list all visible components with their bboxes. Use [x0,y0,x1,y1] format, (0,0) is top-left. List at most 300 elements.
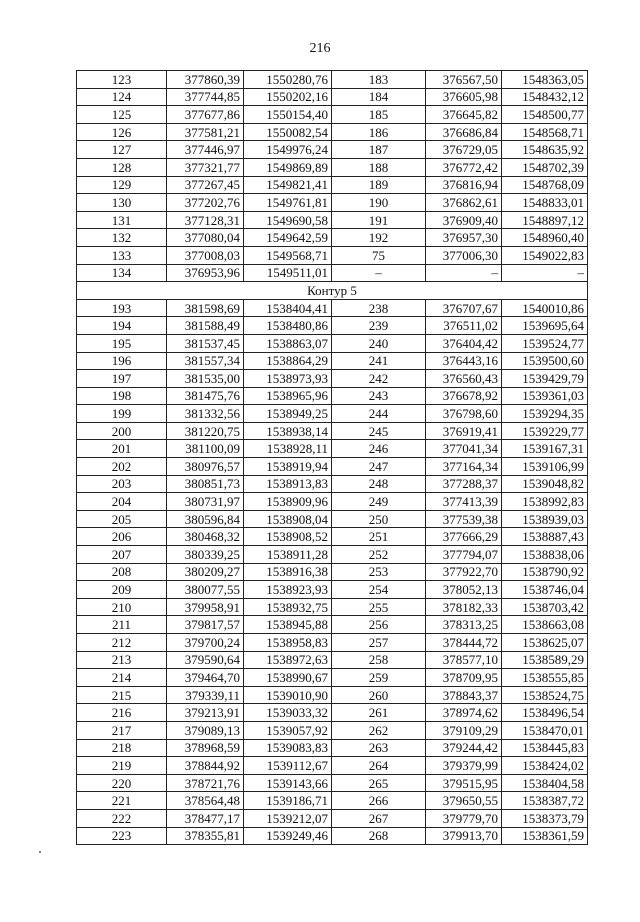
point-number-cell: 132 [77,229,167,247]
table-row [77,370,588,388]
point-number-cell: 266 [332,792,426,810]
x-coordinate-cell: 376560,43 [426,370,502,388]
x-coordinate-cell: 378974,62 [426,704,502,722]
table-row [77,686,588,704]
x-coordinate-cell: 378721,76 [167,774,244,792]
point-number-cell: 246 [332,440,426,458]
x-coordinate-cell: 376678,92 [426,387,502,405]
x-coordinate-cell: 378843,37 [426,686,502,704]
point-number-cell: 252 [332,546,426,564]
x-coordinate-cell: 378355,81 [167,827,244,845]
point-number-cell: 218 [77,739,167,757]
x-coordinate-cell: 377202,76 [167,194,244,212]
point-number-cell: 242 [332,370,426,388]
table-row [77,721,588,739]
point-number-cell: 196 [77,352,167,370]
table-row [77,158,588,176]
table-row [77,211,588,229]
point-number-cell: 212 [77,634,167,652]
x-coordinate-cell: 377128,31 [167,211,244,229]
point-number-cell: 198 [77,387,167,405]
x-coordinate-cell: – [426,264,502,282]
y-coordinate-cell: 1548897,12 [502,211,588,229]
y-coordinate-cell: 1538589,29 [502,651,588,669]
x-coordinate-cell: 376919,41 [426,422,502,440]
y-coordinate-cell: 1538992,83 [502,493,588,511]
x-coordinate-cell: 379515,95 [426,774,502,792]
table-row [77,669,588,687]
x-coordinate-cell: 380209,27 [167,563,244,581]
x-coordinate-cell: 377267,45 [167,176,244,194]
scan-speck [39,851,41,853]
x-coordinate-cell: 376957,30 [426,229,502,247]
y-coordinate-cell: 1539229,77 [502,422,588,440]
y-coordinate-cell: 1549761,81 [244,194,332,212]
point-number-cell: 261 [332,704,426,722]
table-section-header [77,282,588,300]
x-coordinate-cell: 378709,95 [426,669,502,687]
table-row [77,422,588,440]
x-coordinate-cell: 379817,57 [167,616,244,634]
point-number-cell: 188 [332,158,426,176]
x-coordinate-cell: 377006,30 [426,246,502,264]
section-row [77,282,588,300]
y-coordinate-cell: 1539167,31 [502,440,588,458]
x-coordinate-cell: 378564,48 [167,792,244,810]
y-coordinate-cell: 1538361,59 [502,827,588,845]
y-coordinate-cell: 1538524,75 [502,686,588,704]
table-row [77,176,588,194]
point-number-cell: 241 [332,352,426,370]
y-coordinate-cell: 1538746,04 [502,581,588,599]
x-coordinate-cell: 377539,38 [426,510,502,528]
point-number-cell: 192 [332,229,426,247]
y-coordinate-cell: 1538555,85 [502,669,588,687]
table-row [77,634,588,652]
point-number-cell: 199 [77,405,167,423]
y-coordinate-cell: 1540010,86 [502,299,588,317]
y-coordinate-cell: 1549568,71 [244,246,332,264]
y-coordinate-cell: 1539143,66 [244,774,332,792]
point-number-cell: 127 [77,141,167,159]
table-row [77,493,588,511]
table-row [77,774,588,792]
table-row [77,651,588,669]
x-coordinate-cell: 378444,72 [426,634,502,652]
x-coordinate-cell: 379913,70 [426,827,502,845]
y-coordinate-cell: 1549869,89 [244,158,332,176]
x-coordinate-cell: 376862,61 [426,194,502,212]
x-coordinate-cell: 377794,07 [426,546,502,564]
y-coordinate-cell: 1539695,64 [502,317,588,335]
point-number-cell: 184 [332,88,426,106]
y-coordinate-cell: 1538923,93 [244,581,332,599]
y-coordinate-cell: 1538470,01 [502,721,588,739]
x-coordinate-cell: 381537,45 [167,334,244,352]
x-coordinate-cell: 376645,82 [426,106,502,124]
y-coordinate-cell: 1538387,72 [502,792,588,810]
y-coordinate-cell: 1549022,83 [502,246,588,264]
y-coordinate-cell: 1538911,28 [244,546,332,564]
point-number-cell: 183 [332,71,426,89]
table-row [77,352,588,370]
y-coordinate-cell: 1549690,58 [244,211,332,229]
point-number-cell: 206 [77,528,167,546]
y-coordinate-cell: 1538965,96 [244,387,332,405]
x-coordinate-cell: 376686,84 [426,123,502,141]
section-title: Контур 5 [77,282,588,300]
x-coordinate-cell: 380077,55 [167,581,244,599]
table-row [77,440,588,458]
x-coordinate-cell: 381557,34 [167,352,244,370]
x-coordinate-cell: 381588,49 [167,317,244,335]
point-number-cell: 125 [77,106,167,124]
y-coordinate-cell: 1539048,82 [502,475,588,493]
y-coordinate-cell: 1538913,83 [244,475,332,493]
x-coordinate-cell: 376729,05 [426,141,502,159]
point-number-cell: 244 [332,405,426,423]
y-coordinate-cell: 1538938,14 [244,422,332,440]
page-number: 216 [309,41,331,56]
x-coordinate-cell: 380339,25 [167,546,244,564]
point-number-cell: 129 [77,176,167,194]
table-row [77,106,588,124]
y-coordinate-cell: 1548833,01 [502,194,588,212]
table-row [77,387,588,405]
table-row [77,616,588,634]
y-coordinate-cell: 1538625,07 [502,634,588,652]
point-number-cell: 203 [77,475,167,493]
y-coordinate-cell: 1538958,83 [244,634,332,652]
point-number-cell: – [332,264,426,282]
point-number-cell: 208 [77,563,167,581]
y-coordinate-cell: 1549821,41 [244,176,332,194]
x-coordinate-cell: 379339,11 [167,686,244,704]
y-coordinate-cell: 1549976,24 [244,141,332,159]
table-row [77,299,588,317]
table-row [77,246,588,264]
point-number-cell: 264 [332,757,426,775]
x-coordinate-cell: 379244,42 [426,739,502,757]
point-number-cell: 216 [77,704,167,722]
y-coordinate-cell: 1548363,05 [502,71,588,89]
point-number-cell: 255 [332,598,426,616]
point-number-cell: 207 [77,546,167,564]
table-row [77,71,588,89]
x-coordinate-cell: 380976,57 [167,458,244,476]
x-coordinate-cell: 376909,40 [426,211,502,229]
x-coordinate-cell: 380851,73 [167,475,244,493]
x-coordinate-cell: 379700,24 [167,634,244,652]
point-number-cell: 214 [77,669,167,687]
table-row [77,563,588,581]
y-coordinate-cell: 1538972,63 [244,651,332,669]
x-coordinate-cell: 378052,13 [426,581,502,599]
y-coordinate-cell: 1548635,92 [502,141,588,159]
x-coordinate-cell: 381100,09 [167,440,244,458]
x-coordinate-cell: 376567,50 [426,71,502,89]
x-coordinate-cell: 379779,70 [426,809,502,827]
point-number-cell: 191 [332,211,426,229]
point-number-cell: 205 [77,510,167,528]
x-coordinate-cell: 377860,39 [167,71,244,89]
point-number-cell: 209 [77,581,167,599]
y-coordinate-cell: 1548768,09 [502,176,588,194]
point-number-cell: 239 [332,317,426,335]
x-coordinate-cell: 376707,67 [426,299,502,317]
x-coordinate-cell: 380468,32 [167,528,244,546]
y-coordinate-cell: 1548500,77 [502,106,588,124]
table-row [77,317,588,335]
x-coordinate-cell: 379464,70 [167,669,244,687]
y-coordinate-cell: 1538949,25 [244,405,332,423]
x-coordinate-cell: 378182,33 [426,598,502,616]
table-body-top [77,71,588,282]
point-number-cell: 257 [332,634,426,652]
table-row [77,757,588,775]
y-coordinate-cell: 1539249,46 [244,827,332,845]
table-row [77,88,588,106]
x-coordinate-cell: 379213,91 [167,704,244,722]
y-coordinate-cell: 1538908,52 [244,528,332,546]
y-coordinate-cell: 1538909,96 [244,493,332,511]
point-number-cell: 258 [332,651,426,669]
x-coordinate-cell: 379958,91 [167,598,244,616]
y-coordinate-cell: 1538663,08 [502,616,588,634]
y-coordinate-cell: 1538939,03 [502,510,588,528]
table-row [77,809,588,827]
y-coordinate-cell: 1538932,75 [244,598,332,616]
point-number-cell: 130 [77,194,167,212]
x-coordinate-cell: 381535,00 [167,370,244,388]
table-row [77,792,588,810]
x-coordinate-cell: 381475,76 [167,387,244,405]
x-coordinate-cell: 379590,64 [167,651,244,669]
point-number-cell: 240 [332,334,426,352]
point-number-cell: 256 [332,616,426,634]
y-coordinate-cell: 1539112,67 [244,757,332,775]
y-coordinate-cell: 1538887,43 [502,528,588,546]
x-coordinate-cell: 377321,77 [167,158,244,176]
x-coordinate-cell: 379379,99 [426,757,502,775]
y-coordinate-cell: 1538973,93 [244,370,332,388]
table-row [77,141,588,159]
table-row [77,405,588,423]
x-coordinate-cell: 378577,10 [426,651,502,669]
y-coordinate-cell: – [502,264,588,282]
table-row [77,334,588,352]
table-row [77,458,588,476]
x-coordinate-cell: 377581,21 [167,123,244,141]
x-coordinate-cell: 378477,17 [167,809,244,827]
x-coordinate-cell: 377446,97 [167,141,244,159]
table-row [77,528,588,546]
table-row [77,194,588,212]
point-number-cell: 204 [77,493,167,511]
x-coordinate-cell: 381598,69 [167,299,244,317]
point-number-cell: 128 [77,158,167,176]
y-coordinate-cell: 1548568,71 [502,123,588,141]
y-coordinate-cell: 1538838,06 [502,546,588,564]
y-coordinate-cell: 1538919,94 [244,458,332,476]
point-number-cell: 265 [332,774,426,792]
x-coordinate-cell: 377666,29 [426,528,502,546]
x-coordinate-cell: 376443,16 [426,352,502,370]
table-row [77,475,588,493]
y-coordinate-cell: 1538916,38 [244,563,332,581]
point-number-cell: 245 [332,422,426,440]
x-coordinate-cell: 378313,25 [426,616,502,634]
point-number-cell: 247 [332,458,426,476]
point-number-cell: 190 [332,194,426,212]
x-coordinate-cell: 376953,96 [167,264,244,282]
point-number-cell: 251 [332,528,426,546]
x-coordinate-cell: 377922,70 [426,563,502,581]
point-number-cell: 193 [77,299,167,317]
x-coordinate-cell: 377080,04 [167,229,244,247]
y-coordinate-cell: 1538404,58 [502,774,588,792]
x-coordinate-cell: 377413,39 [426,493,502,511]
x-coordinate-cell: 381332,56 [167,405,244,423]
point-number-cell: 213 [77,651,167,669]
point-number-cell: 222 [77,809,167,827]
y-coordinate-cell: 1548702,39 [502,158,588,176]
point-number-cell: 219 [77,757,167,775]
y-coordinate-cell: 1538703,42 [502,598,588,616]
table-row [77,546,588,564]
table-row [77,264,588,282]
table-row [77,581,588,599]
y-coordinate-cell: 1539186,71 [244,792,332,810]
point-number-cell: 133 [77,246,167,264]
x-coordinate-cell: 376605,98 [426,88,502,106]
x-coordinate-cell: 379109,29 [426,721,502,739]
y-coordinate-cell: 1550082,54 [244,123,332,141]
y-coordinate-cell: 1538373,79 [502,809,588,827]
point-number-cell: 189 [332,176,426,194]
point-number-cell: 238 [332,299,426,317]
table-row [77,510,588,528]
y-coordinate-cell: 1548960,40 [502,229,588,247]
point-number-cell: 217 [77,721,167,739]
table-row [77,704,588,722]
y-coordinate-cell: 1539500,60 [502,352,588,370]
y-coordinate-cell: 1550280,76 [244,71,332,89]
point-number-cell: 223 [77,827,167,845]
y-coordinate-cell: 1539010,90 [244,686,332,704]
point-number-cell: 202 [77,458,167,476]
y-coordinate-cell: 1538790,92 [502,563,588,581]
table-row [77,123,588,141]
x-coordinate-cell: 377041,34 [426,440,502,458]
point-number-cell: 200 [77,422,167,440]
x-coordinate-cell: 381220,75 [167,422,244,440]
point-number-cell: 197 [77,370,167,388]
point-number-cell: 243 [332,387,426,405]
point-number-cell: 260 [332,686,426,704]
point-number-cell: 123 [77,71,167,89]
point-number-cell: 259 [332,669,426,687]
point-number-cell: 267 [332,809,426,827]
y-coordinate-cell: 1538908,04 [244,510,332,528]
point-number-cell: 254 [332,581,426,599]
x-coordinate-cell: 377677,86 [167,106,244,124]
table-row [77,229,588,247]
point-number-cell: 211 [77,616,167,634]
x-coordinate-cell: 376511,02 [426,317,502,335]
point-number-cell: 263 [332,739,426,757]
point-number-cell: 221 [77,792,167,810]
point-number-cell: 195 [77,334,167,352]
point-number-cell: 262 [332,721,426,739]
y-coordinate-cell: 1539106,99 [502,458,588,476]
y-coordinate-cell: 1548432,12 [502,88,588,106]
y-coordinate-cell: 1538928,11 [244,440,332,458]
point-number-cell: 215 [77,686,167,704]
y-coordinate-cell: 1539361,03 [502,387,588,405]
point-number-cell: 126 [77,123,167,141]
x-coordinate-cell: 377744,85 [167,88,244,106]
y-coordinate-cell: 1539057,92 [244,721,332,739]
point-number-cell: 131 [77,211,167,229]
y-coordinate-cell: 1538863,07 [244,334,332,352]
x-coordinate-cell: 378844,92 [167,757,244,775]
y-coordinate-cell: 1549511,01 [244,264,332,282]
y-coordinate-cell: 1539083,83 [244,739,332,757]
x-coordinate-cell: 378968,59 [167,739,244,757]
y-coordinate-cell: 1538424,02 [502,757,588,775]
y-coordinate-cell: 1550202,16 [244,88,332,106]
y-coordinate-cell: 1550154,40 [244,106,332,124]
table-row [77,598,588,616]
point-number-cell: 249 [332,493,426,511]
x-coordinate-cell: 377008,03 [167,246,244,264]
x-coordinate-cell: 380731,97 [167,493,244,511]
x-coordinate-cell: 379650,55 [426,792,502,810]
x-coordinate-cell: 377164,34 [426,458,502,476]
point-number-cell: 187 [332,141,426,159]
point-number-cell: 75 [332,246,426,264]
point-number-cell: 201 [77,440,167,458]
y-coordinate-cell: 1538496,54 [502,704,588,722]
x-coordinate-cell: 376816,94 [426,176,502,194]
y-coordinate-cell: 1538945,88 [244,616,332,634]
point-number-cell: 185 [332,106,426,124]
y-coordinate-cell: 1539294,35 [502,405,588,423]
x-coordinate-cell: 380596,84 [167,510,244,528]
x-coordinate-cell: 376798,60 [426,405,502,423]
y-coordinate-cell: 1538404,41 [244,299,332,317]
table-body-bottom [77,299,588,844]
point-number-cell: 268 [332,827,426,845]
y-coordinate-cell: 1539033,32 [244,704,332,722]
point-number-cell: 220 [77,774,167,792]
point-number-cell: 250 [332,510,426,528]
x-coordinate-cell: 379089,13 [167,721,244,739]
y-coordinate-cell: 1538990,67 [244,669,332,687]
y-coordinate-cell: 1539212,07 [244,809,332,827]
y-coordinate-cell: 1539524,77 [502,334,588,352]
coordinates-table [76,70,588,845]
y-coordinate-cell: 1549642,59 [244,229,332,247]
point-number-cell: 253 [332,563,426,581]
x-coordinate-cell: 377288,37 [426,475,502,493]
x-coordinate-cell: 376772,42 [426,158,502,176]
x-coordinate-cell: 376404,42 [426,334,502,352]
point-number-cell: 194 [77,317,167,335]
y-coordinate-cell: 1538864,29 [244,352,332,370]
y-coordinate-cell: 1538445,83 [502,739,588,757]
